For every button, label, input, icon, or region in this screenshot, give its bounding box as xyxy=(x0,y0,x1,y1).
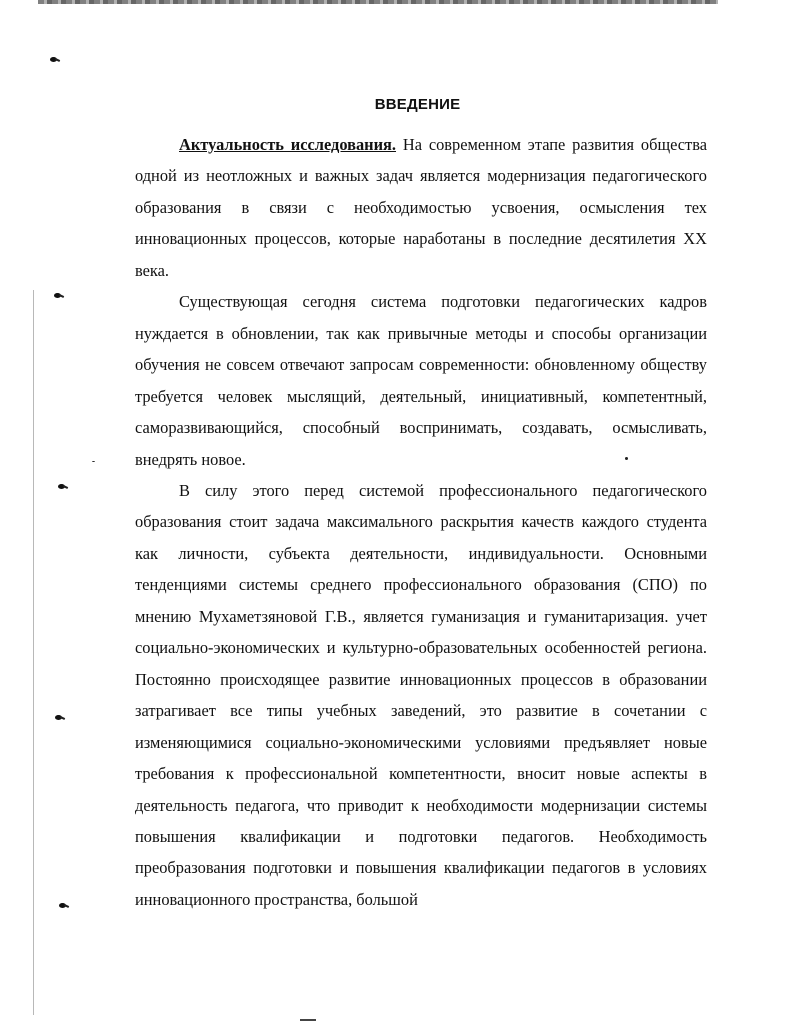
paragraph-lead: Актуальность исследования. xyxy=(179,135,397,154)
scan-speck xyxy=(92,461,95,462)
binding-hole-mark xyxy=(59,903,66,908)
page-title: ВВЕДЕНИЕ xyxy=(374,96,461,113)
paragraph-relevance xyxy=(135,129,707,286)
body-text xyxy=(135,129,707,915)
binding-hole-mark xyxy=(54,293,61,298)
paragraph-text: На современном этапе развития общества одной из неотложных и важных задач является модернизация педагогического образования в связи с необходимостью усвоения, осмысления тех инновационных процессов, которые наработаны в последние десятилетия XX века. xyxy=(135,135,707,280)
scan-bottom-mark xyxy=(300,1019,316,1021)
scan-left-edge xyxy=(33,290,34,1015)
binding-hole-mark xyxy=(50,57,57,62)
binding-hole-mark xyxy=(58,484,65,489)
paragraph-professional-education: В силу этого перед системой профессионального педагогического образования стоит задача максимального раскрытия качеств каждого студента как личности, субъекта деятельности, индивидуальности. Основными тенденциями системы среднего профессионального образования (СПО) по мнению Мухаметзяновой Г.В., является гуманизация и гуманитаризация. учет социально-экономических и культурно-образовательных особенностей региона. Постоянно происходящее развитие инновационных процессов в образовании затрагивает все типы учебных заведений, это развитие в сочетании с изменяющимися социально-экономическими условиями предъявляет новые требования к профессиональной компетентности, вносит новые аспекты в деятельность педагога, что приводит к необходимости модернизации системы повышения квалификации и подготовки педагогов. Необходимость преобразования подготовки и повышения квалификации педагогов в условиях инновационного пространства, большой xyxy=(135,480,707,909)
scan-top-edge xyxy=(38,0,718,4)
paragraph-training-system: Существующая сегодня система подготовки педагогических кадров нуждается в обновлении, так как привычные методы и способы организации обучения не совсем отвечают запросам современности: обновленному обществу требуется человек мыслящий, деятельный, инициативный, компетентный, саморазвивающийся, способный воспринимать, создавать, осмысливать, внедрять новое. xyxy=(135,292,707,469)
binding-hole-mark xyxy=(55,715,62,720)
